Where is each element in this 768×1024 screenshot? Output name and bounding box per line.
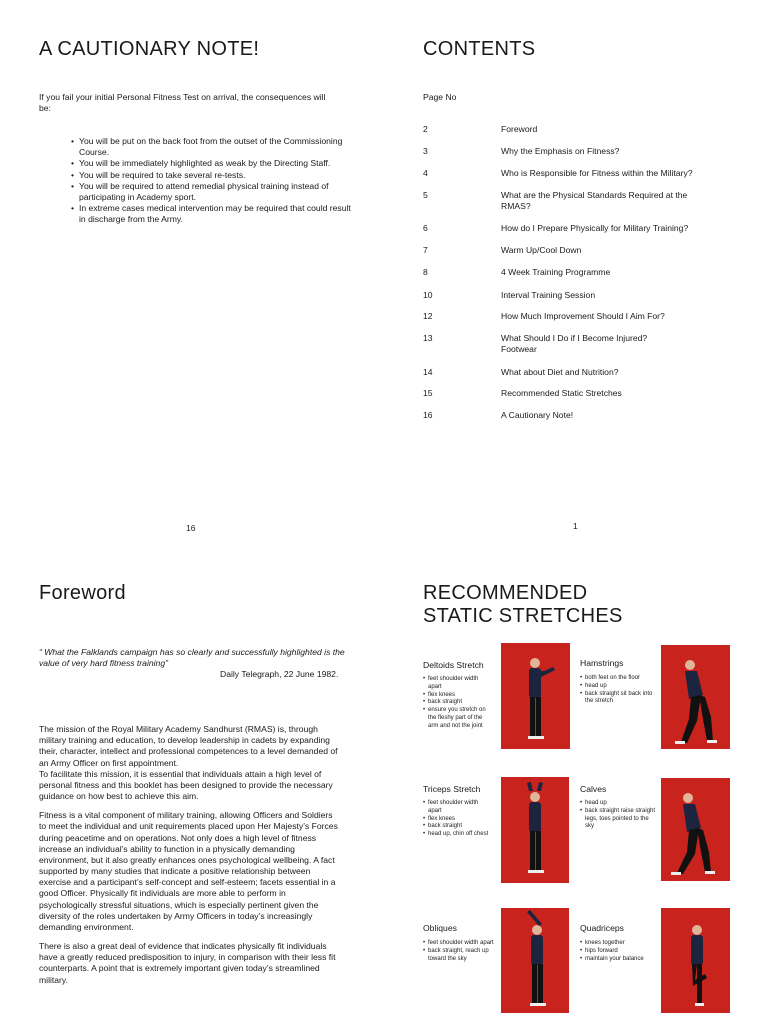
foreword-body — [39, 724, 339, 986]
list-item: • maintain your balance — [580, 956, 654, 964]
toc-page: 6 — [423, 223, 428, 233]
stretch-title: Calves — [580, 784, 607, 794]
consequences-list — [71, 136, 351, 225]
toc-title: How Much Improvement Should I Aim For? — [501, 311, 665, 321]
intro-text: If you fail your initial Personal Fitness Test on arrival, the consequences will be: — [39, 92, 326, 114]
page-title: Foreword — [39, 582, 126, 604]
toc-page: 16 — [423, 410, 433, 420]
triceps-stretch-photo — [501, 777, 569, 883]
list-item: • back straight, reach up toward the sky — [423, 948, 495, 964]
page-title: A CAUTIONARY NOTE! — [39, 38, 260, 60]
toc-page: 3 — [423, 146, 428, 156]
person-figure-icon — [501, 643, 570, 749]
person-figure-icon — [501, 777, 569, 883]
stretches-page — [384, 512, 768, 1024]
quote-attribution: Daily Telegraph, 22 June 1982. — [220, 669, 339, 679]
list-item: • flex knees — [423, 692, 491, 700]
toc-page: 7 — [423, 245, 428, 255]
stretch-instructions — [423, 676, 491, 731]
list-item: • head up, chin off chest — [423, 831, 493, 839]
stretch-instructions — [423, 940, 495, 963]
cautionary-note-page — [0, 0, 384, 533]
list-item: • back straight raise straight legs, toes pointed to the sky — [580, 808, 656, 831]
list-item: • knees together — [580, 940, 654, 948]
toc-title: A Cautionary Note! — [501, 410, 574, 420]
toc-title: Who is Responsible for Fitness within the Military? — [501, 168, 693, 178]
person-figure-icon — [661, 645, 730, 749]
list-item: • feet shoulder width apart — [423, 676, 491, 692]
title-line-1: RECOMMENDED — [423, 582, 588, 604]
toc-page: 10 — [423, 290, 433, 300]
toc-title: Recommended Static Stretches — [501, 388, 622, 398]
page-no-label: Page No — [423, 92, 457, 102]
list-item: • head up — [580, 800, 656, 808]
person-figure-icon — [501, 908, 569, 1013]
list-item: • back straight — [423, 699, 491, 707]
list-item: • both feet on the floor — [580, 675, 654, 683]
page-title — [423, 582, 623, 628]
table-of-contents — [423, 124, 743, 434]
person-figure-icon — [661, 908, 730, 1013]
toc-page: 15 — [423, 388, 433, 398]
toc-title: Foreword — [501, 124, 538, 134]
quadriceps-stretch-photo — [661, 908, 730, 1013]
list-item: • In extreme cases medical intervention may be required that could result in discharge from the Army. — [71, 203, 351, 225]
list-item: • back straight sit back into the stretch — [580, 691, 654, 707]
title-line-2: STATIC STRETCHES — [423, 605, 623, 627]
page-number: 16 — [186, 523, 196, 533]
calves-stretch-photo — [661, 778, 730, 881]
stretch-title: Deltoids Stretch — [423, 660, 484, 670]
list-item: • hips forward — [580, 948, 654, 956]
paragraph: There is also a great deal of evidence that indicates physically fit individuals have a greatly reduced predisposition to injury, in comparison with their less fit counterparts. A point that is extremely important given today’s streamlined military. — [39, 941, 336, 985]
toc-title: Interval Training Session — [501, 290, 596, 300]
deltoids-stretch-photo — [501, 643, 570, 749]
toc-title: How do I Prepare Physically for Military Training? — [501, 223, 689, 233]
page-title: CONTENTS — [423, 38, 536, 60]
toc-page: 8 — [423, 267, 428, 277]
toc-page: 4 — [423, 168, 428, 178]
list-item: • You will be required to take several re-tests. — [71, 170, 351, 181]
stretch-instructions — [580, 940, 654, 963]
list-item: • You will be put on the back foot from the outset of the Commissioning Course. — [71, 136, 351, 158]
toc-title: 4 Week Training Programme — [501, 267, 611, 277]
list-item: • ensure you stretch on the fleshy part of the arm and not the joint — [423, 707, 491, 730]
stretch-instructions — [580, 675, 654, 706]
toc-page: 5 — [423, 190, 428, 200]
contents-page — [384, 0, 768, 531]
quote: “ What the Falklands campaign has so clearly and successfully highlighted is the value of very hard fitness training” — [39, 647, 345, 669]
toc-page: 13 — [423, 333, 433, 343]
paragraph: Fitness is a vital component of military training, allowing Officers and Soldiers to meet the individual and unit requirements placed upon Her Majesty’s Forces during peacetime and on operations. Not only does a high level of fitness increase an individual’s ability to function in a physically demanding environment, but it also greatly enhances ones psychological wellbeing. A fact supported by many studies that indicate a positive relationship between exercise and a participant’s self-concept and self-esteem; facets essential in a good Officer. Physically fit individuals are more able to perform in psychologically stressful situations, which is especially pertinent given the diversity of the roles undertaken by Army Officers in today’s increasingly demanding environment. — [39, 810, 338, 932]
stretch-instructions — [580, 800, 656, 831]
paragraph: The mission of the Royal Military Academy Sandhurst (RMAS) is, through military training and education, to develop leadership in cadets by expanding their, character, intellect and professional competences to a level demanded of an Army Officer on first appointment. — [39, 724, 338, 768]
list-item: • feet shoulder width apart — [423, 800, 493, 816]
list-item: • back straight — [423, 823, 493, 831]
page-number: 1 — [573, 521, 578, 531]
hamstrings-stretch-photo — [661, 645, 730, 749]
person-figure-icon — [661, 778, 730, 881]
list-item: • head up — [580, 683, 654, 691]
list-item: • flex knees — [423, 816, 493, 824]
paragraph: To facilitate this mission, it is essential that individuals attain a high level of personal fitness and this booklet has been designed to provide the necessary guidance on how best to achieve this aim. — [39, 768, 333, 802]
stretch-title: Triceps Stretch — [423, 784, 481, 794]
obliques-stretch-photo — [501, 908, 569, 1013]
foreword-page — [0, 512, 384, 1024]
toc-page: 2 — [423, 124, 428, 134]
list-item: • feet shoulder width apart — [423, 940, 495, 948]
toc-title: What are the Physical Standards Required at the RMAS? — [501, 190, 688, 212]
list-item: • You will be immediately highlighted as weak by the Directing Staff. — [71, 158, 351, 169]
toc-page: 12 — [423, 311, 433, 321]
toc-page: 14 — [423, 367, 433, 377]
stretch-title: Quadriceps — [580, 923, 624, 933]
stretch-title: Obliques — [423, 923, 457, 933]
toc-title: What about Diet and Nutrition? — [501, 367, 619, 377]
stretch-instructions — [423, 800, 493, 839]
stretch-title: Hamstrings — [580, 658, 624, 668]
list-item: • You will be required to attend remedial physical training instead of participating in Academy sport. — [71, 181, 351, 203]
toc-title: Warm Up/Cool Down — [501, 245, 582, 255]
toc-title: What Should I Do if I Become Injured? Footwear — [501, 333, 648, 355]
toc-title: Why the Emphasis on Fitness? — [501, 146, 620, 156]
